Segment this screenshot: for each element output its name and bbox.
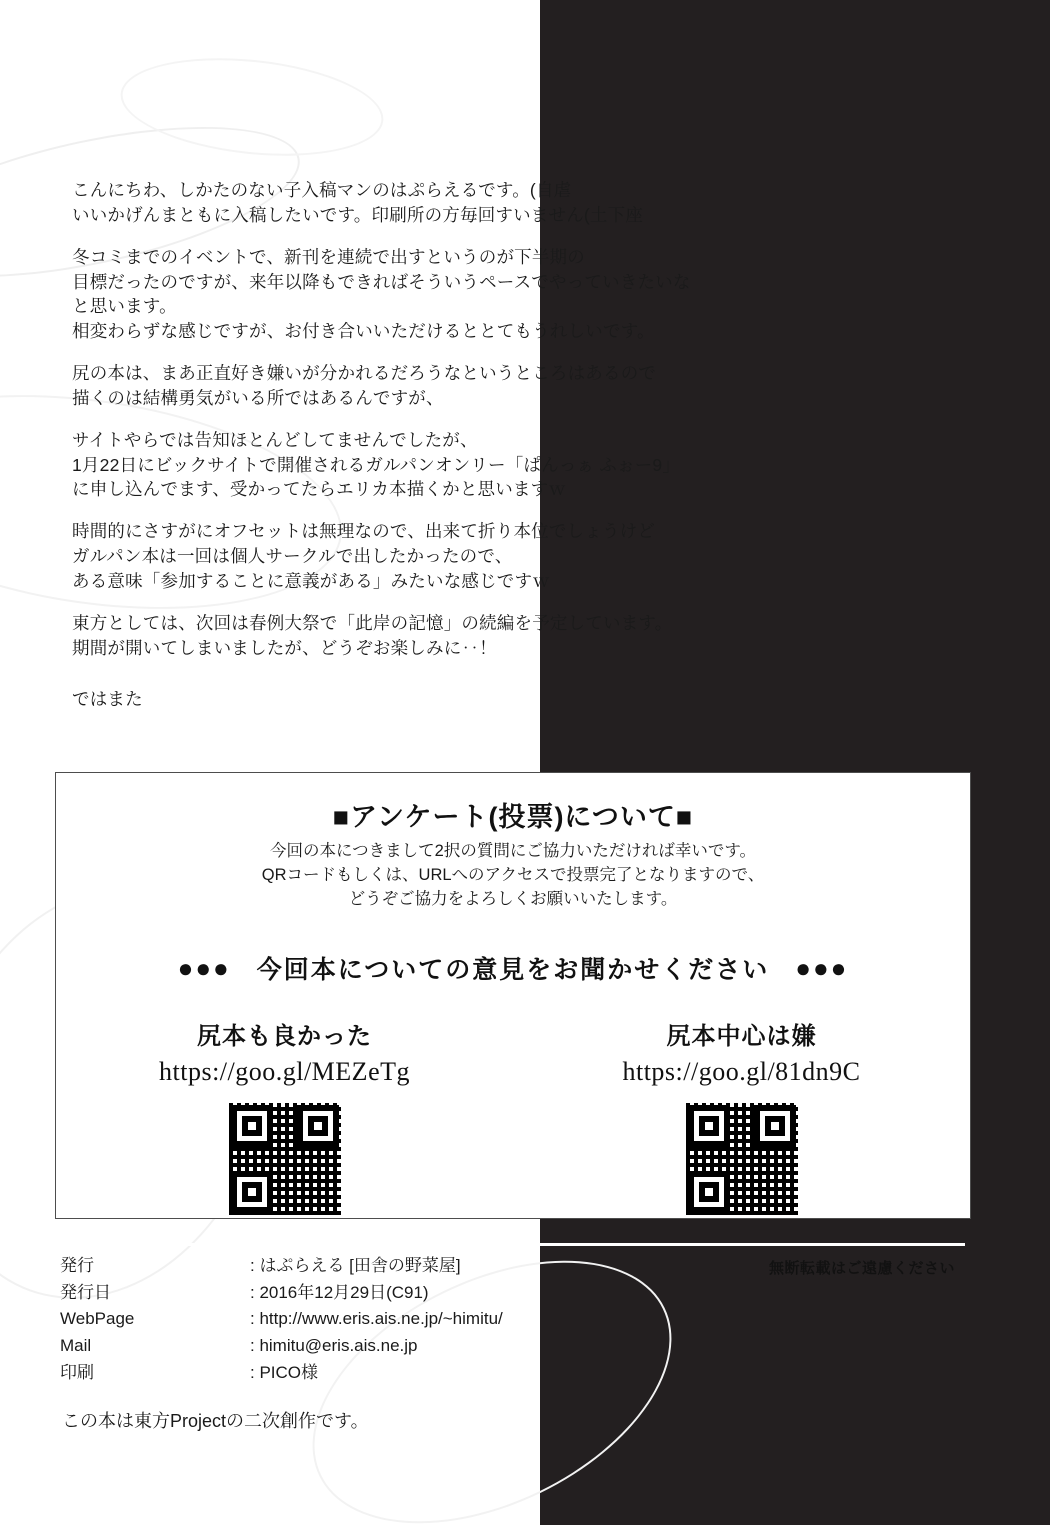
colophon-divider xyxy=(60,1243,965,1246)
qr-code-icon-left[interactable] xyxy=(229,1103,341,1215)
afterword-line: と思います。 xyxy=(72,296,177,317)
bullet-dots-left-icon: ●●● xyxy=(177,952,231,983)
afterword-paragraph xyxy=(72,245,952,344)
colophon-key: 発行 xyxy=(60,1256,94,1275)
afterword-paragraph xyxy=(72,611,952,661)
colophon-key: Mail xyxy=(60,1335,92,1355)
qr-code-row xyxy=(56,1103,970,1215)
afterword-line: 時間的にさすがにオフセットは無理なので、出来て折り本位でしょうけど xyxy=(72,521,656,542)
survey-subtitle-line: QRコードもしくは、URLへのアクセスで投票完了となりますので、 xyxy=(261,865,765,884)
choice-url-link[interactable]: https://goo.gl/MEZeTg xyxy=(159,1056,410,1086)
afterword-paragraph xyxy=(72,178,952,228)
afterword-line: 冬コミまでのイベントで、新刊を連続で出すというのが下半期の xyxy=(72,246,585,267)
colophon-key: 印刷 xyxy=(60,1362,94,1382)
choice-label: 尻本も良かった xyxy=(197,1022,372,1050)
survey-subtitle-line: 今回の本につきまして2択の質問にご協力いただければ幸いです。 xyxy=(269,842,757,860)
survey-title: ■アンケート(投票)について■ xyxy=(332,802,694,832)
survey-subtitle-line: どうぞご協力をよろしくお願いいたします。 xyxy=(348,889,678,908)
qr-cell-right xyxy=(513,1103,970,1215)
decorative-stroke xyxy=(116,46,388,167)
choice-label: 尻本中心は嫌 xyxy=(666,1022,817,1050)
choice-url-link[interactable]: https://goo.gl/81dn9C xyxy=(622,1056,861,1086)
colophon-value[interactable]: : himitu@eris.ais.ne.jp xyxy=(250,1335,418,1355)
survey-choices xyxy=(56,1016,970,1087)
afterword-line: サイトやらでは告知ほとんどしてませんでしたが、 xyxy=(72,429,478,450)
no-reproduction-notice: 無断転載はご遠慮ください xyxy=(768,1260,955,1277)
survey-question-row xyxy=(56,950,970,986)
colophon xyxy=(60,1243,965,1385)
qr-code-icon-right[interactable] xyxy=(686,1103,798,1215)
afterword-paragraph xyxy=(72,519,952,594)
afterword-line: こんにちわ、しかたのない子入稿マンのはぷらえるです。(自虐 xyxy=(72,180,572,200)
survey-question: 今回本についての意見をお聞かせください xyxy=(256,955,770,984)
afterword-line: 1月22日にビックサイトで開催されるガルパンオンリー「ぱんっぁ ふぉー9」 xyxy=(72,454,681,475)
colophon-value[interactable]: : http://www.eris.ais.ne.jp/~himitu/ xyxy=(250,1309,503,1329)
afterword-line: 尻の本は、まあ正直好き嫌いが分かれるだろうなというところはあるので xyxy=(72,363,657,384)
afterword-line: いいかげんまともに入稿したいです。印刷所の方毎回すいません(土下座 xyxy=(72,204,644,225)
bullet-dots-right-icon: ●●● xyxy=(795,952,849,983)
afterword-line: 相変わらずな感じですが、お付き合いいただけるととてもうれしいです。 xyxy=(72,321,655,342)
afterword-line: ガルパン本は一回は個人サークルで出したかったので、 xyxy=(72,546,513,567)
afterword-paragraph xyxy=(72,428,952,503)
survey-subtitle xyxy=(56,840,970,912)
afterword-line: 期間が開いてしまいましたが、どうぞお楽しみに‥！ xyxy=(72,637,497,658)
afterword-line: 東方としては、次回は春例大祭で「此岸の記憶」の続編を予定しています。 xyxy=(72,612,673,633)
qr-cell-left xyxy=(56,1103,513,1215)
colophon-value: : PICO様 xyxy=(250,1362,319,1382)
survey-box xyxy=(55,772,971,1219)
afterword-line: 描くのは結構勇気がいる所ではあるんですが、 xyxy=(72,387,444,408)
survey-choice-no[interactable] xyxy=(513,1016,970,1087)
footer-note: この本は東方Projectの二次創作です。 xyxy=(62,1411,369,1431)
afterword-line: に申し込んでます、受かってたらエリカ本描くかと思いますｗ xyxy=(72,479,567,500)
colophon-key: 発行日 xyxy=(60,1282,111,1302)
afterword-paragraph xyxy=(72,361,952,411)
survey-choice-yes[interactable] xyxy=(56,1016,513,1087)
colophon-value: : はぷらえる [田舎の野菜屋] xyxy=(250,1256,461,1275)
colophon-value: : 2016年12月29日(C91) xyxy=(250,1282,429,1302)
colophon-key: WebPage xyxy=(60,1309,135,1329)
afterword-signoff: ではまた xyxy=(72,688,143,709)
afterword-text xyxy=(72,178,952,728)
afterword-line: 目標だったのですが、来年以降もできればそういうペースでやっていきたいな xyxy=(72,271,691,292)
afterword-line: ある意味「参加することに意義がある」みたいな感じですｗ xyxy=(72,570,550,591)
